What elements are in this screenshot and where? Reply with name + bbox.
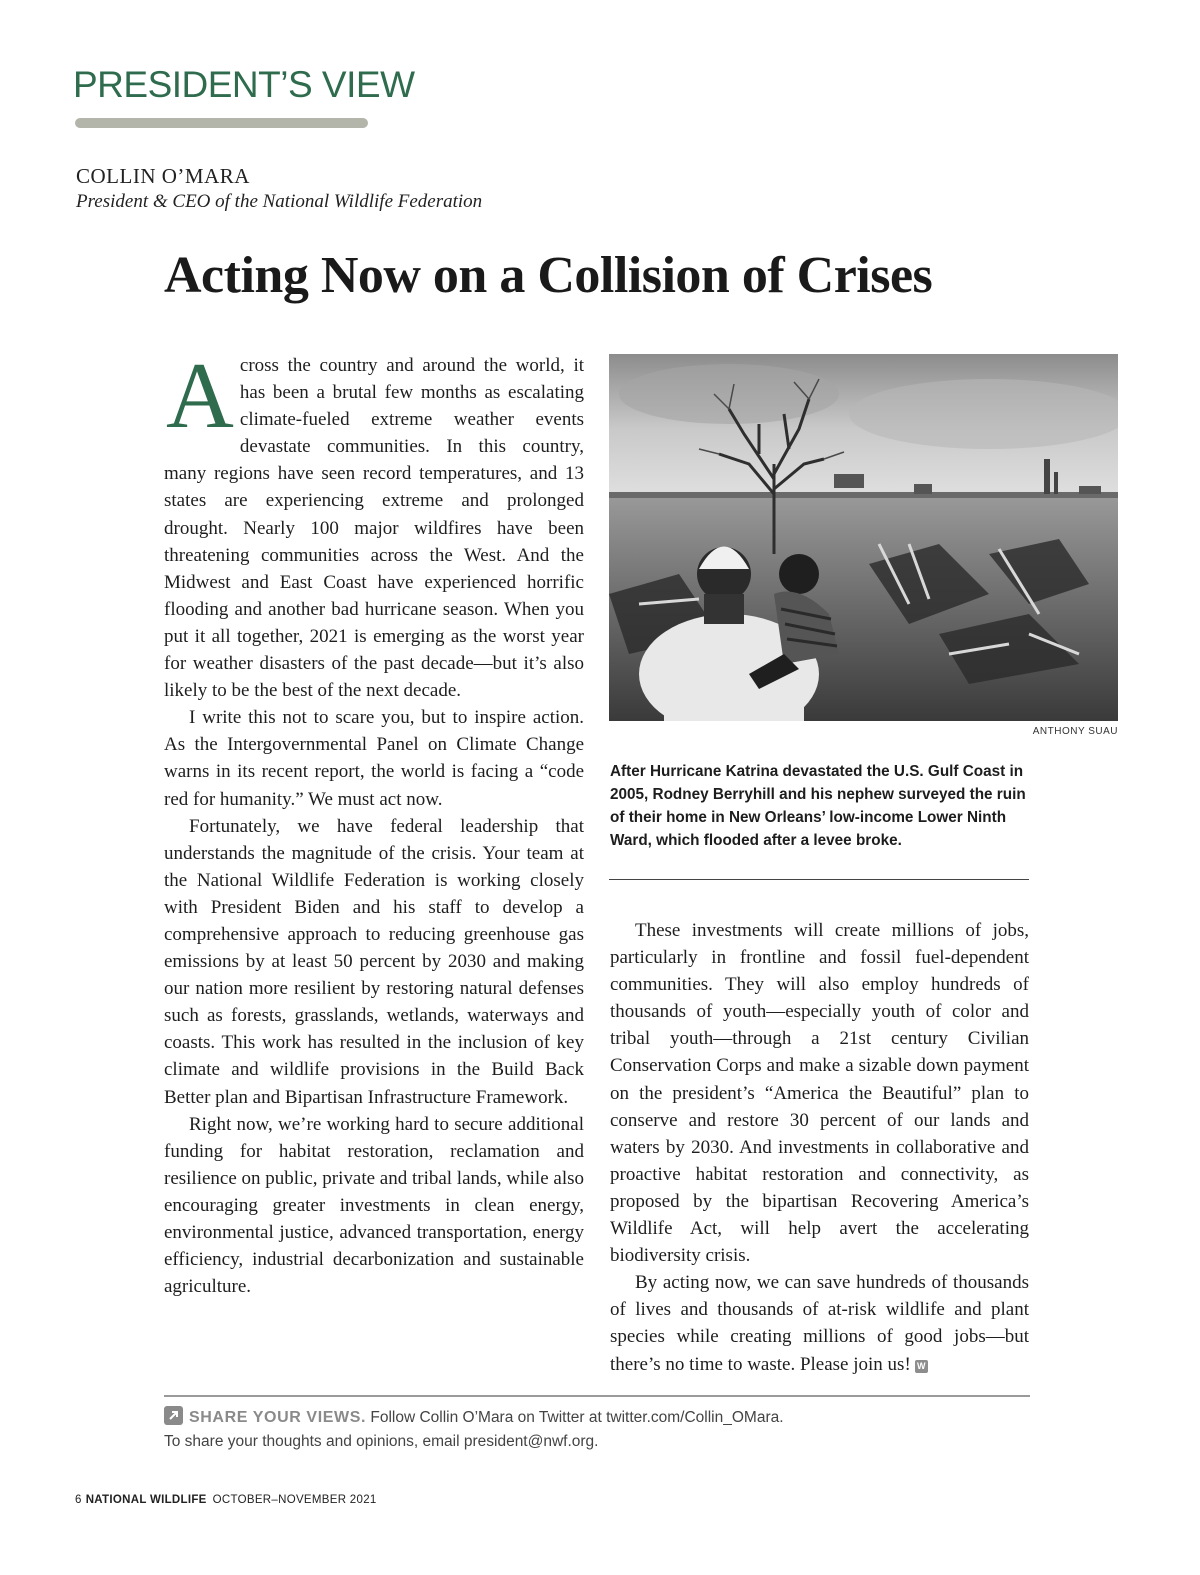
magazine-name: NATIONAL WILDLIFE xyxy=(85,1494,207,1506)
share-line-1 xyxy=(164,1406,1030,1430)
page-number: 6 xyxy=(75,1494,82,1506)
paragraph-text: cross the country and around the world, it has been a brutal few months as escalating climate-fueled extreme weather events devastate communities. In this country, many regions have seen record temperatures, and 13 states are experiencing extreme and prolonged drought. Nearly 100 major wildfires have been threatening communities across the West. And the Midwest and East Coast have experienced horrific flooding and another bad hurricane season. When you put it all together, 2021 is emerging as the worst year for weather disasters of the past decade—but it’s also likely to be the best of the next decade. xyxy=(164,355,584,702)
photo-credit: ANTHONY SUAU xyxy=(1032,726,1118,737)
share-twitter-text[interactable]: Follow Collin O’Mara on Twitter at twitter.com/Collin_OMara. xyxy=(370,1409,784,1426)
share-divider xyxy=(164,1395,1030,1397)
article-paragraph xyxy=(610,1269,1029,1377)
hurricane-photo xyxy=(609,354,1118,721)
section-title: PRESIDENT’S VIEW xyxy=(73,64,415,105)
article-paragraph: Fortunately, we have federal leadership that understands the magnitude of the crisis. Your team at the National Wildlife Federation is working closely with President Biden and his staff to develop a comprehensive approach to reducing greenhouse gas emissions by at least 50 percent by 2030 and making our nation more resilient by restoring natural defenses such as forests, grasslands, wetlands, waterways and coasts. This work has resulted in the inclusion of key climate and wildlife provisions in the Build Back Better plan and Bipartisan Infrastructure Framework. xyxy=(164,815,584,1108)
article-column-left xyxy=(164,344,584,1300)
author-title: President & CEO of the National Wildlife Federation xyxy=(76,191,483,212)
article-paragraph: These investments will create millions of jobs, particularly in frontline and fossil fuel-dependent communities. They will also employ hundreds of thousands of youth—especially youth of color and tribal youth—through a 21st century Civilian Conservation Corps and make a sizable down payment on the president’s “America the Beautiful” plan to conserve and restore 30 percent of our lands and waters by 2030. And investments in collaborative and proactive habitat restoration and connectivity, as proposed by the bipartisan Recovering America’s Wildlife Act, will help avert the accelerating biodiversity crisis. xyxy=(610,920,1029,1267)
article-paragraph: Right now, we’re working hard to secure additional funding for habitat restoration, reclamation and resilience on public, private and tribal lands, while also encouraging greater investments in clean energy, environmental justice, advanced transportation, energy efficiency, industrial decarbonization and sustainable agriculture. xyxy=(164,1113,584,1298)
photo-illustration xyxy=(609,354,1118,721)
page-footer xyxy=(75,1494,377,1506)
article-column-right xyxy=(610,917,1029,1378)
caption-divider xyxy=(609,879,1029,880)
article-paragraph: I write this not to scare you, but to inspire action. As the Intergovernmental Panel on Climate Change warns in its recent report, the world is facing a “code red for humanity.” We must act now. xyxy=(164,707,584,810)
drop-cap: A xyxy=(166,344,234,448)
share-heading: SHARE YOUR VIEWS. xyxy=(189,1409,367,1426)
author-name: COLLIN O’MARA xyxy=(76,164,250,188)
issue-date: OCTOBER–NOVEMBER 2021 xyxy=(212,1494,377,1506)
paragraph-text: By acting now, we can save hundreds of thousands of lives and thousands of at-risk wildlife and plant species while creating millions of good jobs—but there’s no time to waste. Please join us! xyxy=(610,1272,1029,1375)
photo-caption: After Hurricane Katrina devastated the U.S. Gulf Coast in 2005, Rodney Berryhill and his nephew surveyed the ruin of their home in New Orleans’ low-income Lower Ninth Ward, which flooded after a levee broke. xyxy=(610,763,1026,849)
article-paragraph xyxy=(164,344,584,704)
article-headline: Acting Now on a Collision of Crises xyxy=(164,247,933,304)
share-email-text[interactable]: To share your thoughts and opinions, email president@nwf.org. xyxy=(164,1433,599,1450)
share-arrow-icon xyxy=(164,1406,183,1425)
share-your-views xyxy=(164,1406,1030,1454)
section-rule xyxy=(75,118,368,128)
end-mark-icon: W xyxy=(915,1360,928,1373)
